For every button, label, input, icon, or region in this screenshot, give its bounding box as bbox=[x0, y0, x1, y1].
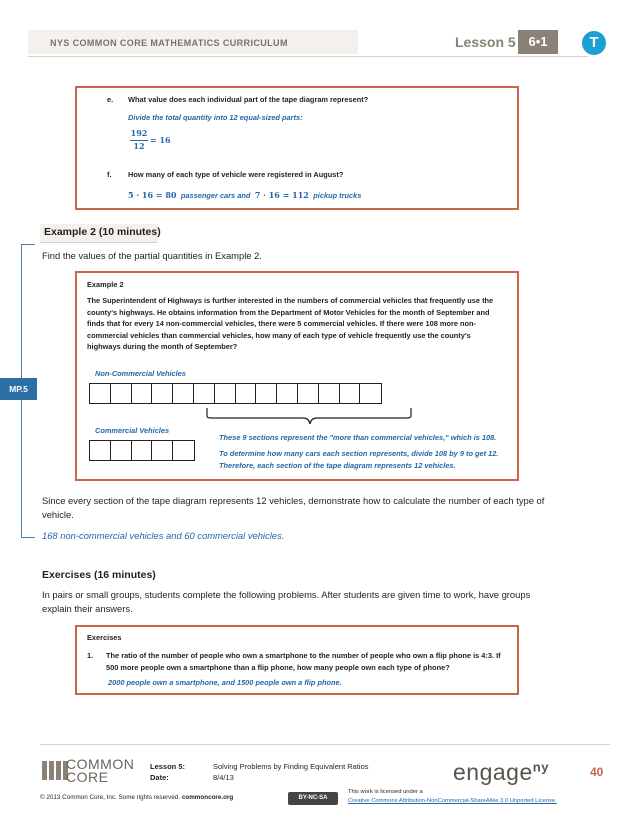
exercise-1-text: The ratio of the number of people who own a smartphone to the number of people who own a flip phone is 4:3. If 500 more people own a smartphone than a flip phone, how many people own each type of phone? bbox=[106, 651, 501, 672]
fraction-result: = 16 bbox=[150, 135, 171, 145]
commercial-tape-diagram bbox=[89, 440, 195, 461]
noncommercial-tape-section bbox=[236, 384, 257, 403]
noncommercial-tape-section bbox=[340, 384, 361, 403]
noncommercial-label: Non-Commercial Vehicles bbox=[95, 369, 186, 378]
common-core-logo-icon bbox=[42, 761, 68, 780]
footer-lesson-label: Lesson 5: bbox=[150, 762, 186, 771]
answer-text-cars: passenger cars and bbox=[180, 191, 251, 200]
noncommercial-tape-section bbox=[277, 384, 298, 403]
curriculum-title: NYS COMMON CORE MATHEMATICS CURRICULUM bbox=[50, 38, 288, 48]
copyright-site: commoncore.org bbox=[181, 794, 234, 801]
exercises-intro: In pairs or small groups, students complete the following problems. After students are given time to work, have groups explain their answers. bbox=[42, 589, 531, 614]
commercial-tape-section bbox=[111, 441, 132, 460]
footer-lesson-title: Solving Problems by Finding Equivalent Ratios bbox=[213, 762, 369, 771]
noncommercial-tape-section bbox=[90, 384, 111, 403]
question-f-text: How many of each type of vehicle were registered in August? bbox=[128, 170, 344, 179]
cc-license-badge: BY-NC-SA bbox=[288, 792, 338, 805]
example2-followup: Since every section of the tape diagram represents 12 vehicles, demonstrate how to calculate the number of each type of vehicle. bbox=[42, 495, 545, 520]
answer-text-trucks: pickup trucks bbox=[313, 191, 362, 200]
noncommercial-tape-section bbox=[111, 384, 132, 403]
fraction-denominator: 12 bbox=[133, 141, 145, 151]
divide-note: To determine how many cars each section represents, divide 108 by 9 to get 12. Therefore, each section of the tape diagram represents 12 vehicles. bbox=[219, 449, 499, 470]
previous-example-box bbox=[75, 86, 519, 210]
commercial-tape-section bbox=[132, 441, 153, 460]
noncommercial-tape-section bbox=[194, 384, 215, 403]
question-f-label: f. bbox=[107, 170, 112, 179]
question-f-answer bbox=[128, 185, 361, 203]
page-number: 40 bbox=[590, 765, 604, 779]
logo-line-2: CORE bbox=[66, 769, 109, 785]
exercises-box bbox=[75, 625, 519, 695]
commercial-tape-section bbox=[173, 441, 194, 460]
copyright-text: © 2013 Common Core, Inc. Some rights reserved. bbox=[40, 794, 181, 801]
engage-text: engage bbox=[453, 759, 533, 785]
license-line-1: This work is licensed under a bbox=[348, 789, 423, 795]
noncommercial-tape-section bbox=[173, 384, 194, 403]
noncommercial-tape-section bbox=[298, 384, 319, 403]
fraction-numerator: 192 bbox=[130, 128, 148, 138]
brace-note: These 9 sections represent the "more than commercial vehicles," which is 108. bbox=[219, 433, 497, 442]
noncommercial-tape-section bbox=[360, 384, 381, 403]
noncommercial-tape-section bbox=[319, 384, 340, 403]
copyright bbox=[40, 794, 233, 801]
brace-nine-sections bbox=[205, 406, 415, 428]
engageny-logo bbox=[453, 759, 549, 786]
noncommercial-tape-section bbox=[152, 384, 173, 403]
commercial-tape-section bbox=[152, 441, 173, 460]
noncommercial-tape-section bbox=[256, 384, 277, 403]
exercises-box-title: Exercises bbox=[87, 633, 122, 642]
teacher-icon: T bbox=[582, 31, 606, 55]
exercise-1-number: 1. bbox=[87, 651, 94, 660]
question-e-answer: Divide the total quantity into 12 equal-sized parts: bbox=[128, 113, 303, 122]
question-e-label: e. bbox=[107, 95, 114, 104]
grade-module-badge: 6•1 bbox=[518, 30, 558, 54]
common-core-logo-text bbox=[66, 758, 134, 784]
noncommercial-tape-section bbox=[132, 384, 153, 403]
example2-box-title: Example 2 bbox=[87, 280, 124, 289]
engage-sup: ny bbox=[532, 759, 549, 775]
footer-rule bbox=[40, 744, 610, 745]
logo-line-1: COMMON bbox=[66, 756, 135, 772]
lesson-label: Lesson 5 bbox=[455, 34, 516, 50]
answer-math-cars: 5 · 16 = 80 bbox=[128, 190, 177, 200]
footer-date-value: 8/4/13 bbox=[213, 773, 234, 782]
answer-math-trucks: 7 · 16 = 112 bbox=[254, 190, 309, 200]
commercial-label: Commercial Vehicles bbox=[95, 426, 170, 435]
noncommercial-tape-diagram bbox=[89, 383, 382, 404]
example2-answer: 168 non-commercial vehicles and 60 commercial vehicles. bbox=[42, 530, 285, 541]
noncommercial-tape-section bbox=[215, 384, 236, 403]
example2-box bbox=[75, 271, 519, 481]
commercial-tape-section bbox=[90, 441, 111, 460]
license-link[interactable]: Creative Commons Attribution-NonCommercial-ShareAlike 3.0 Unported License. bbox=[348, 798, 557, 804]
footer-date-label: Date: bbox=[150, 773, 169, 782]
exercises-heading: Exercises (16 minutes) bbox=[42, 569, 156, 581]
question-e-text: What value does each individual part of the tape diagram represent? bbox=[128, 95, 369, 104]
mp5-badge: MP.5 bbox=[0, 378, 37, 400]
mp-bracket-bottom bbox=[21, 537, 35, 538]
example2-intro: Find the values of the partial quantities in Example 2. bbox=[42, 250, 262, 261]
mp-bracket-top bbox=[21, 244, 35, 245]
exercise-1-answer: 2000 people own a smartphone, and 1500 people own a flip phone. bbox=[108, 678, 342, 687]
example2-heading: Example 2 (10 minutes) bbox=[44, 226, 161, 238]
example2-problem: The Superintendent of Highways is further interested in the numbers of commercial vehicles that frequently use the county's highways. He obtains information from the Department of Motor Vehicles for the month of September and finds that for every 14 non-commercial vehicles, there were 5 commercial vehicles. If there were 108 more non-commercial vehicles than commercial vehicles, how many of each type of vehicle frequently use the county's highways during the month of September? bbox=[87, 296, 494, 351]
